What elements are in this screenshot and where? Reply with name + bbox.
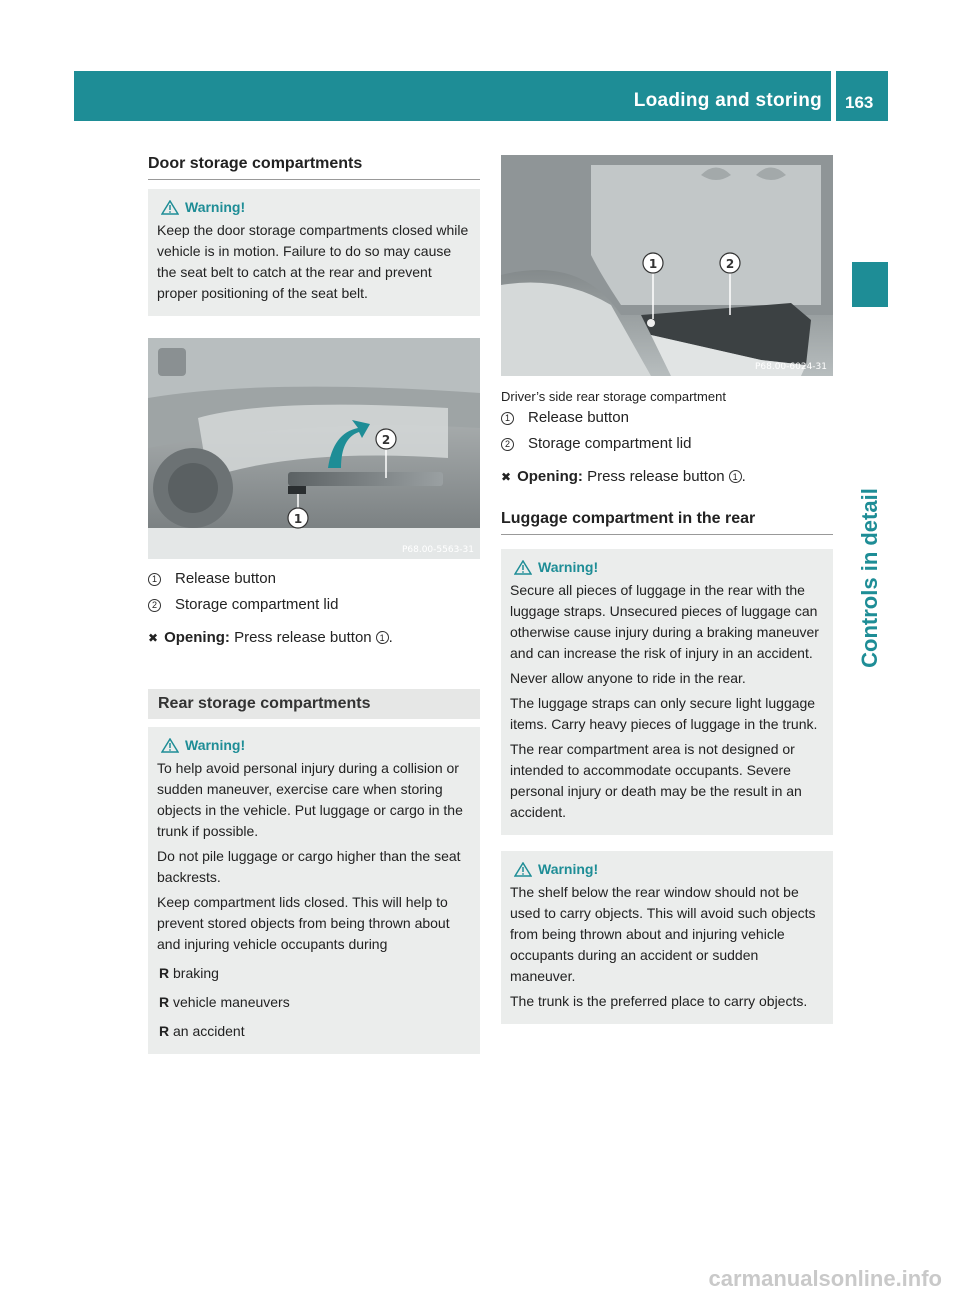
warning-text: The trunk is the preferred place to carry objects. bbox=[510, 993, 808, 1009]
legend-number: 1 bbox=[501, 412, 514, 425]
figure-code: P68.00-5563-31 bbox=[401, 545, 474, 555]
left-column bbox=[148, 155, 480, 1054]
rear-storage-heading: Rear storage compartments bbox=[148, 689, 480, 719]
legend-item bbox=[501, 432, 833, 456]
warning-box-rear bbox=[148, 727, 480, 1054]
page-number: 163 bbox=[845, 93, 874, 112]
action-label: Opening: bbox=[164, 629, 230, 646]
bullet-text: braking bbox=[173, 965, 219, 981]
warning-triangle-icon bbox=[161, 200, 179, 215]
warning-header bbox=[157, 735, 473, 756]
warning-header bbox=[510, 859, 826, 880]
side-section-label: Controls in detail bbox=[857, 488, 882, 668]
watermark: carmanualsonline.info bbox=[708, 1266, 942, 1291]
warning-header bbox=[510, 557, 826, 578]
bullet-icon: R bbox=[159, 965, 170, 981]
warning-text: The shelf below the rear window should not be used to carry objects. This will avoid such objects from being thrown about and injuring vehicle occupants during an accident or sudden maneuver. bbox=[510, 884, 816, 984]
action-label: Opening: bbox=[517, 468, 583, 485]
callout-2: 2 bbox=[725, 257, 735, 271]
warning-triangle-icon bbox=[514, 560, 532, 575]
door-compartment-figure bbox=[148, 338, 480, 559]
bullet-text: vehicle maneuvers bbox=[173, 994, 290, 1010]
warning-text: Never allow anyone to ride in the rear. bbox=[510, 670, 746, 686]
callout-1: 1 bbox=[293, 512, 303, 526]
warning-label: Warning! bbox=[538, 559, 599, 575]
warning-text: The rear compartment area is not designed or intended to accommodate occupants. Severe personal injury or death may be the result in an accident. bbox=[510, 741, 802, 820]
arrow-icon: ✖ bbox=[501, 469, 512, 484]
action-text: Press release button bbox=[234, 629, 372, 646]
warning-box-shelf bbox=[501, 851, 833, 1024]
warning-box-door bbox=[148, 189, 480, 316]
legend-number: 2 bbox=[501, 438, 514, 451]
action-number: 1 bbox=[729, 470, 742, 483]
legend-item bbox=[148, 567, 480, 591]
warning-text: Secure all pieces of luggage in the rear with the luggage straps. Unsecured pieces of luggage can otherwise cause injury during a braking maneuver and can increase the risk of injury in an accident. bbox=[510, 582, 819, 661]
door-illustration bbox=[148, 338, 480, 559]
warning-triangle-icon bbox=[161, 738, 179, 753]
bullet-item bbox=[157, 992, 473, 1013]
warning-header bbox=[157, 197, 473, 218]
bullet-icon: R bbox=[159, 994, 170, 1010]
legend-number: 1 bbox=[148, 573, 161, 586]
warning-text: Do not pile luggage or cargo higher than the seat backrests. bbox=[157, 848, 461, 885]
arrow-icon: ✖ bbox=[148, 630, 159, 645]
legend-text: Storage compartment lid bbox=[528, 435, 692, 452]
warning-triangle-icon bbox=[514, 862, 532, 877]
warning-text: The luggage straps can only secure light luggage items. Carry heavy pieces of luggage in the trunk. bbox=[510, 695, 818, 732]
legend bbox=[148, 567, 480, 617]
warning-label: Warning! bbox=[185, 199, 246, 215]
luggage-heading: Luggage compartment in the rear bbox=[501, 510, 833, 535]
bullet-icon: R bbox=[159, 1023, 170, 1039]
figure-code: P68.00-6024-31 bbox=[754, 362, 827, 372]
legend-text: Release button bbox=[528, 409, 629, 426]
legend-item bbox=[501, 406, 833, 430]
legend-text: Release button bbox=[175, 570, 276, 587]
legend-number: 2 bbox=[148, 599, 161, 612]
action-line: ✖ Opening: Press release button 1 . bbox=[501, 468, 746, 485]
action-number: 1 bbox=[376, 631, 389, 644]
callout-1: 1 bbox=[648, 257, 658, 271]
side-tab-marker bbox=[852, 262, 888, 307]
bullet-item bbox=[157, 1021, 473, 1042]
right-column bbox=[501, 155, 833, 1024]
legend bbox=[501, 406, 833, 456]
warning-text: To help avoid personal injury during a collision or sudden maneuver, exercise care when storing objects in the vehicle. Put luggage or cargo in the trunk if possible. bbox=[157, 760, 463, 839]
door-storage-heading: Door storage compartments bbox=[148, 155, 480, 180]
bullet-text: an accident bbox=[173, 1023, 245, 1039]
legend-item bbox=[148, 593, 480, 617]
legend-text: Storage compartment lid bbox=[175, 596, 339, 613]
warning-text: Keep the door storage compartments closed while vehicle is in motion. Failure to do so may cause the seat belt to catch at the rear and prevent proper positioning of the seat belt. bbox=[157, 222, 469, 301]
warning-box-luggage bbox=[501, 549, 833, 835]
warning-label: Warning! bbox=[185, 737, 246, 753]
figure-caption: Driver’s side rear storage compartment bbox=[501, 389, 726, 404]
rear-compartment-figure bbox=[501, 155, 833, 376]
warning-label: Warning! bbox=[538, 861, 599, 877]
rear-compartment-illustration bbox=[501, 155, 833, 376]
bullet-item bbox=[157, 963, 473, 984]
action-line: ✖ Opening: Press release button 1 . bbox=[148, 629, 393, 646]
callout-2: 2 bbox=[381, 433, 391, 447]
chapter-title: Loading and storing bbox=[633, 90, 822, 111]
action-text: Press release button bbox=[587, 468, 725, 485]
warning-text: Keep compartment lids closed. This will help to prevent stored objects from being thrown about and injuring vehicle occupants during bbox=[157, 894, 450, 952]
